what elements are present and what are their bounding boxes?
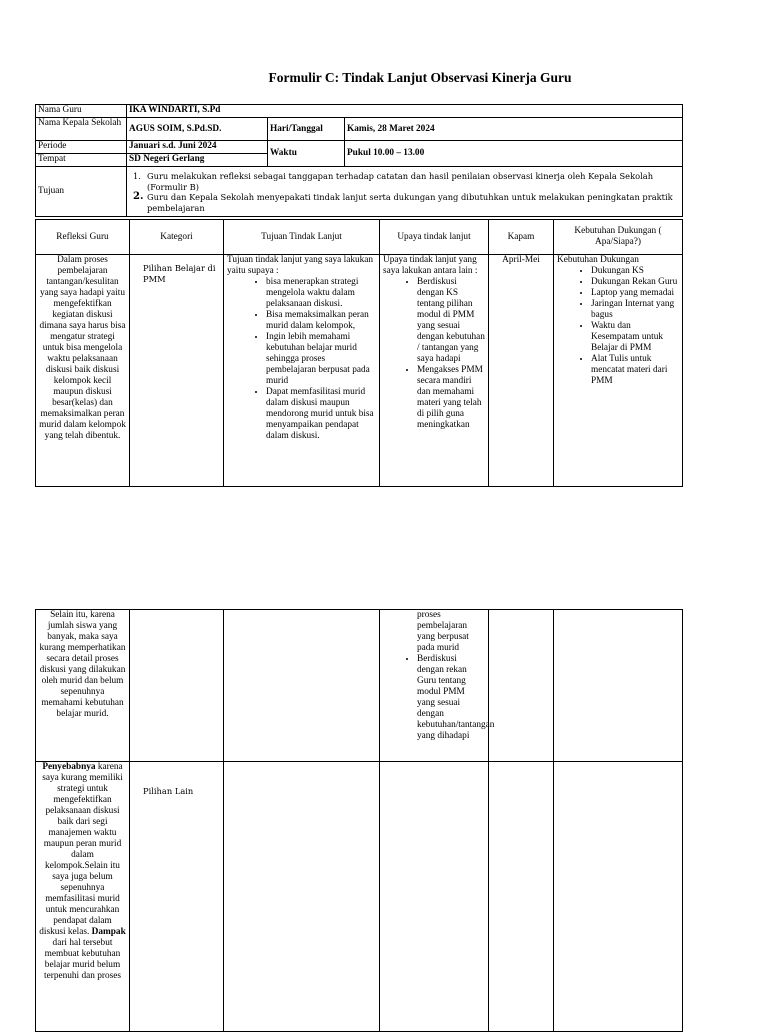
refleksi-cell: Dalam proses pembelajaran tantangan/kesulitan yang saya hadapi yaitu mengefektifkan kegiatan diskusi dimana saya harus bisa mengatur strategi untuk bisa mengelola waktu pelaksanaan diskusi baik diskusi kelompok kecil maupun diskusi besar(kelas) dan memaksimalkan peran murid dalam kelompok yang telah dibentuk.: [36, 255, 130, 487]
nama-guru-label: Nama Guru: [36, 105, 127, 118]
kategori-cell: [130, 610, 224, 762]
tujuan-cell: [224, 610, 380, 762]
hari-value: Kamis, 28 Maret 2024: [345, 118, 683, 141]
kapan-cell: [489, 762, 554, 1032]
penyebab-text: karena saya kurang memiliki strategi untuk mengefektifkan pelaksanaan diskusi baik dari segi manajemen waktu maupun peran murid dalam kelompok.Selain itu saya juga belum sepenuhnya memfasilitasi murid untuk mencurahkan pendapat dalam diskusi kelas.: [39, 762, 123, 937]
dampak-text: dari hal tersebut membuat kebutuhan belajar murid belum terpenuhi dan proses: [44, 938, 121, 981]
column-header-tujuan: Tujuan Tindak Lanjut: [224, 220, 380, 255]
column-header-refleksi: Refleksi Guru: [36, 220, 130, 255]
tujuan-item-1: 1. Guru melakukan refleksi sebagai tanggapan terhadap catatan dan hasil penilaian observasi kinerja oleh Kepala Sekolah (Formulir B): [133, 171, 654, 192]
identity-table: [35, 104, 683, 217]
list-item: • Dapat memfasilitasi murid dalam diskusi maupun mendorong murid untuk bisa menyampaikan pendapat dalam diskusi.: [266, 387, 376, 442]
periode-value: Januari s.d. Juni 2024: [127, 141, 268, 154]
tujuan-cell: [224, 762, 380, 1032]
list-item: • bisa menerapkan strategi mengelola waktu dalam pelaksanaan diskusi.: [266, 277, 376, 310]
kapan-cell: [489, 610, 554, 762]
list-item: • Bisa memaksimalkan peran murid dalam kelompok,: [266, 310, 376, 332]
nama-kepala-value: AGUS SOIM, S.Pd.SD.: [127, 118, 268, 141]
tujuan-intro: Tujuan tindak lanjut yang saya lakukan yaitu supaya :: [227, 255, 374, 276]
list-item: • Alat Tulis untuk mencatat materi dari PMM: [591, 354, 679, 387]
refleksi-cell: Selain itu, karena jumlah siswa yang banyak, maka saya kurang memperhatikan secara detail proses diskusi yang dilakukan oleh murid dan belum sepenuhnya memahami kebutuhan belajar murid.: [36, 610, 130, 762]
list-item: • Waktu dan Kesempatam untuk Belajar di PMM: [591, 321, 679, 354]
list-item: • Jaringan Internat yang bagus: [591, 299, 679, 321]
column-header-kategori: Kategori: [130, 220, 224, 255]
column-header-kebutuhan: Kebutuhan Dukungan ( Apa/Siapa?): [554, 220, 683, 255]
tujuan-label: Tujuan: [36, 167, 127, 217]
tempat-value: SD Negeri Gerlang: [127, 154, 268, 167]
list-item: • Dukungan Rekan Guru: [591, 277, 679, 288]
waktu-label: Waktu: [268, 141, 345, 167]
kategori-cell: Pilihan Lain: [130, 762, 224, 1032]
kebutuhan-cell: [554, 255, 683, 487]
kebutuhan-cell: [554, 610, 683, 762]
list-item: • Mengakses PMM secara mandiri dan memahami materi yang telah di pilih guna meningkatkan: [417, 365, 485, 431]
tempat-label: Tempat: [36, 154, 127, 167]
dampak-label: Dampak: [91, 927, 126, 937]
kategori-cell: Pilihan Belajar di PMM: [130, 255, 224, 487]
tujuan-list: [127, 167, 683, 217]
list-item: • Dukungan KS: [591, 266, 679, 277]
refleksi-cell: [36, 762, 130, 1032]
upaya-intro: Upaya tindak lanjut yang saya lakukan antara lain :: [383, 255, 478, 276]
column-header-kapan: Kapam: [489, 220, 554, 255]
column-header-upaya: Upaya tindak lanjut: [380, 220, 489, 255]
list-item: • Berdiskusi dengan rekan Guru tentang modul PMM yang sesuai dengan kebutuhan/tantangan yang dihadapi: [417, 654, 485, 742]
list-item: • Ingin lebih memahami kebutuhan belajar murid sehingga proses pembelajaran berpusat pada murid: [266, 332, 376, 387]
upaya-cell: [380, 762, 489, 1032]
list-item: • Laptop yang memadai: [591, 288, 679, 299]
follow-up-table-continued: [35, 609, 683, 1032]
periode-label: Periode: [36, 141, 127, 154]
kebutuhan-cell: [554, 762, 683, 1032]
page-title: Formulir C: Tindak Lanjut Observasi Kinerja Guru: [268, 70, 572, 85]
nama-kepala-label: Nama Kepala Sekolah: [36, 118, 127, 141]
tujuan-cell: [224, 255, 380, 487]
kapan-cell: April-Mei: [489, 255, 554, 487]
waktu-value: Pukul 10.00 – 13.00: [345, 141, 683, 167]
upaya-cell: [380, 610, 495, 762]
kebutuhan-intro: Kebutuhan Dukungan: [557, 255, 639, 265]
follow-up-table: [35, 219, 683, 487]
tujuan-item-2: 2. Guru dan Kepala Sekolah menyepakati tindak lanjut serta dukungan yang dibutuhkan untuk melakukan peningkatan praktik pembelajaran: [133, 191, 673, 213]
upaya-cell: [380, 255, 489, 487]
upaya-continued-text: proses pembelajaran yang berpusat pada murid: [417, 610, 469, 653]
list-item: • Berdiskusi dengan KS tentang pilihan modul di PMM yang sesuai dengan kebutuhan / tantangan yang saya hadapi: [417, 277, 485, 365]
hari-label: Hari/Tanggal: [268, 118, 345, 141]
penyebab-label: Penyebabnya: [42, 762, 96, 772]
nama-guru-value: IKA WINDARTI, S.Pd: [127, 105, 683, 118]
